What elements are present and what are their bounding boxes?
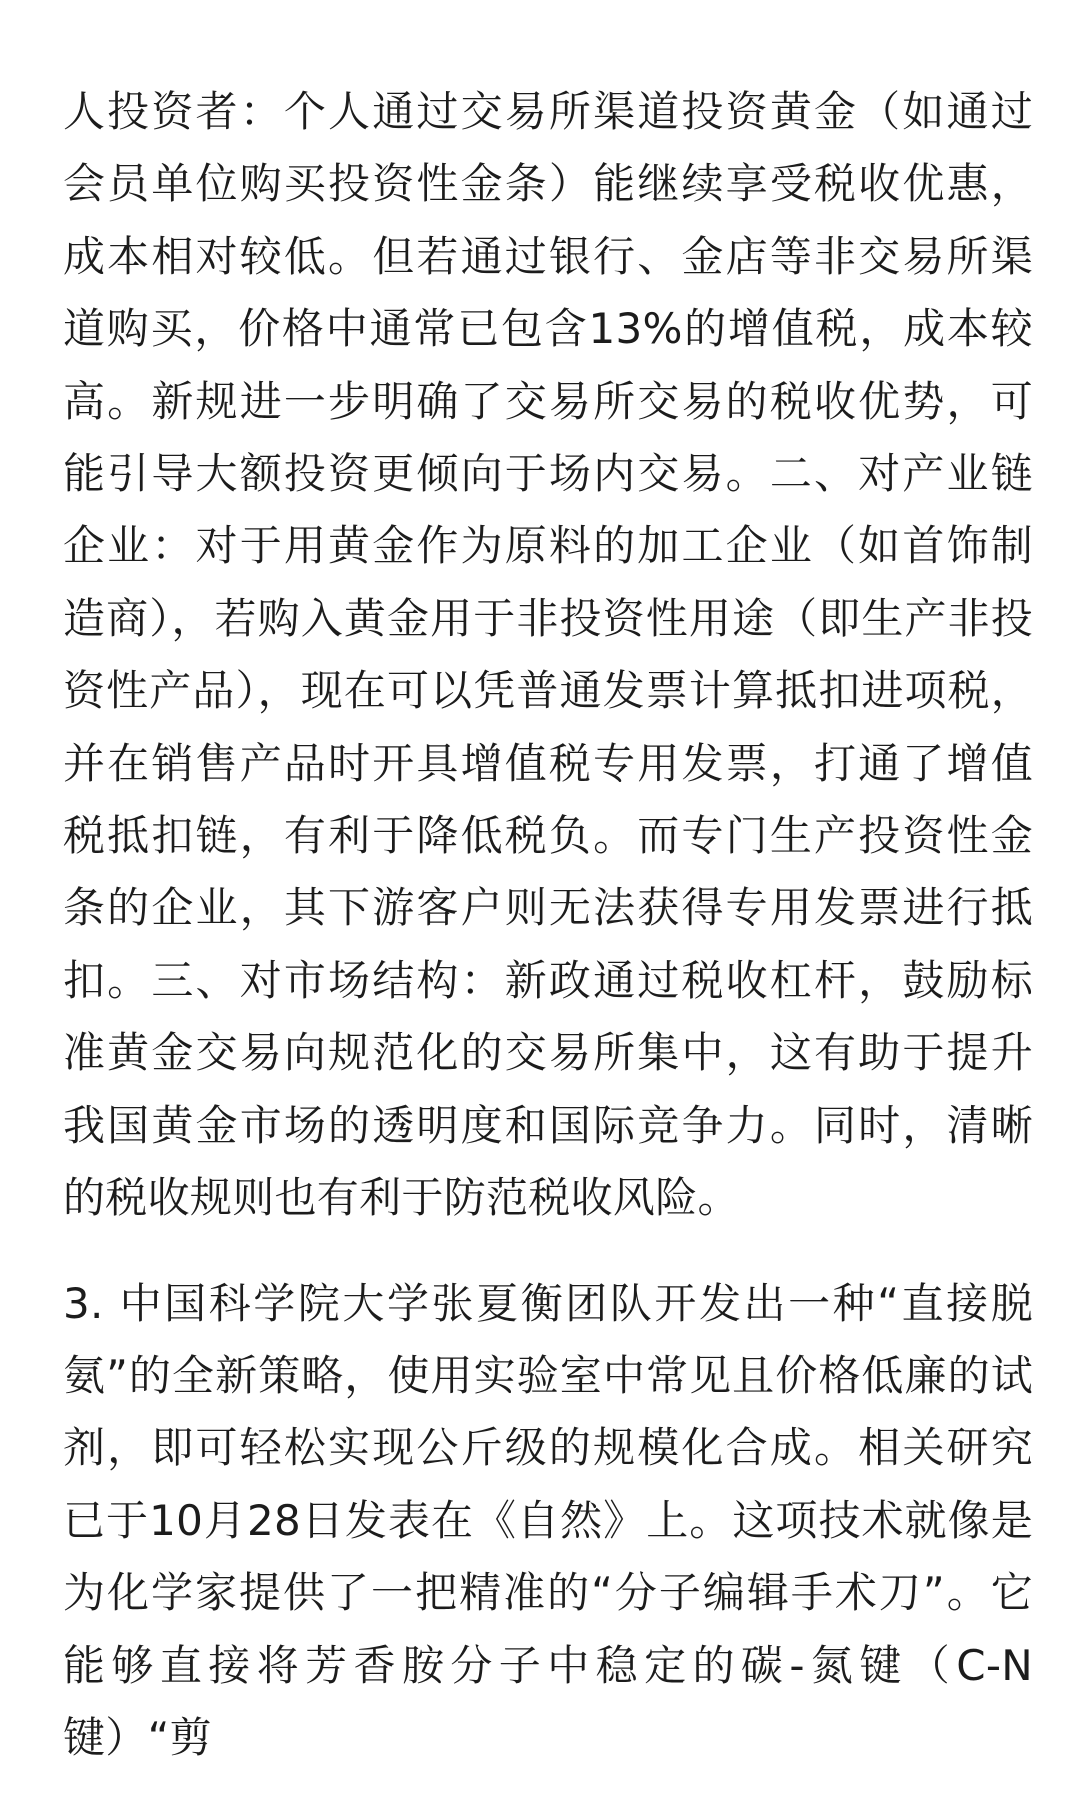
paragraph-gold-tax-impact: 人投资者：个人通过交易所渠道投资黄金（如通过会员单位购买投资性金条）能继续享受税收优惠，成本相对较低。但若通过银行、金店等非交易所渠道购买，价格中通常已包含13%的增值税，成本较高。新规进一步明确了交易所交易的税收优势，可能引导大额投资更倾向于场内交易。二、对产业链企业：对于用黄金作为原料的加工企业（如首饰制造商），若购入黄金用于非投资性用途（即生产非投资性产品），现在可以凭普通发票计算抵扣进项税，并在销售产品时开具增值税专用发票，打通了增值税抵扣链，有利于降低税负。而专门生产投资性金条的企业，其下游客户则无法获得专用发票进行抵扣。三、对市场结构：新政通过税收杠杆，鼓励标准黄金交易向规范化的交易所集中，这有助于提升我国黄金市场的透明度和国际竞争力。同时，清晰的税收规则也有利于防范税收风险。 xyxy=(63,87,1033,1223)
article-body xyxy=(63,76,1033,1774)
paragraph-deamination-research: 3. 中国科学院大学张夏衡团队开发出一种“直接脱氨”的全新策略，使用实验室中常见且价格低廉的试剂，即可轻松实现公斤级的规模化合成。相关研究已于10月28日发表在《自然》上。这项技术就像是为化学家提供了一把精准的“分子编辑手术刀”。它能够直接将芳香胺分子中稳定的碳-氮键（C-N键）“剪 xyxy=(63,1278,1033,1762)
